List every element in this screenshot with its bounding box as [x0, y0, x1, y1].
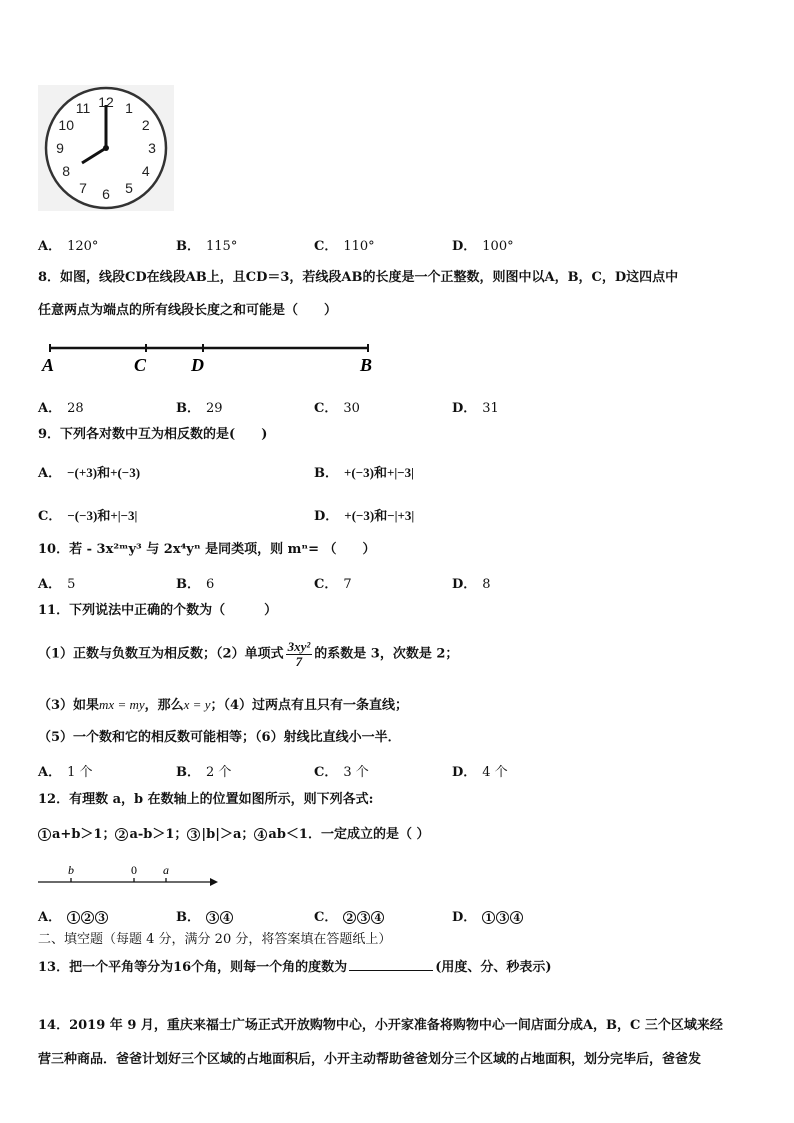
seg-label-a: A	[42, 355, 55, 375]
q12-option-c: C． 2 3 4	[314, 906, 385, 925]
q12-option-b: B． 3 4	[176, 906, 234, 925]
clock-number: 2	[141, 117, 150, 133]
axis-label-b: b	[68, 863, 74, 877]
clock-svg	[38, 85, 174, 211]
clock-number: 3	[148, 140, 156, 156]
q8-option-b: B． 29	[176, 401, 223, 416]
seg-label-c: C	[134, 355, 147, 375]
q7-option-c: C． 110°	[314, 239, 375, 254]
clock-number: 8	[62, 163, 71, 179]
seg-label-d: D	[191, 355, 204, 375]
q10-title: 10．若 - 3x²ᵐy³ 与 2x⁴yⁿ 是同类项，则 mⁿ= （ ）	[38, 542, 376, 557]
q12-option-a: A． 1 2 3	[38, 906, 109, 925]
q11-option-d: D． 4 个	[452, 765, 508, 780]
q10-option-a: A． 5	[38, 577, 76, 592]
q8-option-a: A． 28	[38, 401, 84, 416]
q12-option-d: D． 1 3 4	[452, 906, 524, 925]
q9-title: 9．下列各对数中互为相反数的是( )	[38, 427, 268, 442]
q8-segment-figure	[38, 338, 388, 378]
number-line-svg	[36, 860, 226, 890]
q11-statement-1-2: （1）正数与负数互为相反数；（2）单项式 $\frac{\text{3xy²}}{7}$ 的系数是 3，次数是 2；	[38, 639, 459, 669]
q7-option-b: B． 115°	[176, 239, 238, 254]
q10-option-c: C． 7	[314, 577, 352, 592]
q11-statement-3-4: （3）如果mx = my，那么x = y；（4）过两点有且只有一条直线；	[38, 697, 409, 713]
clock-number: 12	[98, 94, 114, 110]
q7-option-a: A． 120°	[38, 239, 99, 254]
q12-number-line	[36, 860, 226, 890]
q12-title: 12．有理数 a，b 在数轴上的位置如图所示，则下列各式:	[38, 792, 374, 807]
q10-option-b: B． 6	[176, 577, 215, 592]
monomial-fraction: $\frac{\text{3xy²}}{7}$	[287, 639, 311, 669]
clock-number: 11	[75, 100, 91, 117]
axis-label-a: a	[163, 863, 169, 877]
clock-number: 4	[141, 163, 150, 179]
clock-number: 5	[125, 179, 133, 196]
axis-label-0: 0	[131, 863, 137, 877]
clock-number: 9	[56, 140, 64, 156]
clock-number: 6	[102, 186, 110, 202]
q8-line1: 8．如图，线段CD在线段AB上，且CD＝3，若线段AB的长度是一个正整数，则图中以A，B，C，D这四点中	[38, 270, 679, 285]
q9-option-a: A． −(+3)和+(−3)	[38, 465, 141, 481]
q9-option-c: C． −(−3)和+|−3|	[38, 508, 138, 524]
q13-answer-blank[interactable]	[349, 958, 433, 971]
q8-option-c: C． 30	[314, 401, 360, 416]
clock-number: 1	[125, 100, 133, 117]
q11-option-b: B． 2 个	[176, 765, 232, 780]
segment-svg	[38, 338, 388, 378]
q10-option-d: D． 8	[452, 577, 491, 592]
q8-option-d: D． 31	[452, 401, 499, 416]
q14-line2: 营三种商品．爸爸计划好三个区域的占地面积后，小开主动帮助爸爸划分三个区域的占地面积，划分完毕后，爸爸发	[38, 1052, 702, 1067]
section-2-heading: 二、填空题（每题 4 分，满分 20 分，将答案填在答题纸上）	[38, 932, 392, 947]
q14-line1: 14．2019 年 9 月，重庆来福士广场正式开放购物中心，小开家准备将购物中心一间店面分成A，B，C 三个区域来经	[38, 1018, 723, 1033]
q11-title: 11．下列说法中正确的个数为（ ）	[38, 603, 278, 618]
q7-option-d: D． 100°	[452, 239, 514, 254]
seg-label-b: B	[360, 355, 373, 375]
q8-line2: 任意两点为端点的所有线段长度之和可能是（ ）	[38, 303, 338, 318]
clock-number: 10	[58, 117, 74, 133]
clock-figure	[38, 85, 174, 211]
q11-option-c: C． 3 个	[314, 765, 369, 780]
q11-option-a: A． 1 个	[38, 765, 93, 780]
clock-number: 7	[79, 179, 87, 196]
q11-statement-5-6: （5）一个数和它的相反数可能相等；（6）射线比直线小一半．	[38, 730, 401, 745]
q12-statements: 1 a+b＞1； 2 a-b＞1； 3 |b|＞a； 4 ab＜1．一定成立的是（ ）	[38, 827, 430, 843]
q9-option-b: B． +(−3)和+|−3|	[314, 465, 415, 481]
q9-option-d: D． +(−3)和−|+3|	[314, 508, 415, 524]
q13: 13．把一个平角等分为16个角，则每一个角的度数为 (用度、分、秒表示)	[38, 960, 552, 975]
